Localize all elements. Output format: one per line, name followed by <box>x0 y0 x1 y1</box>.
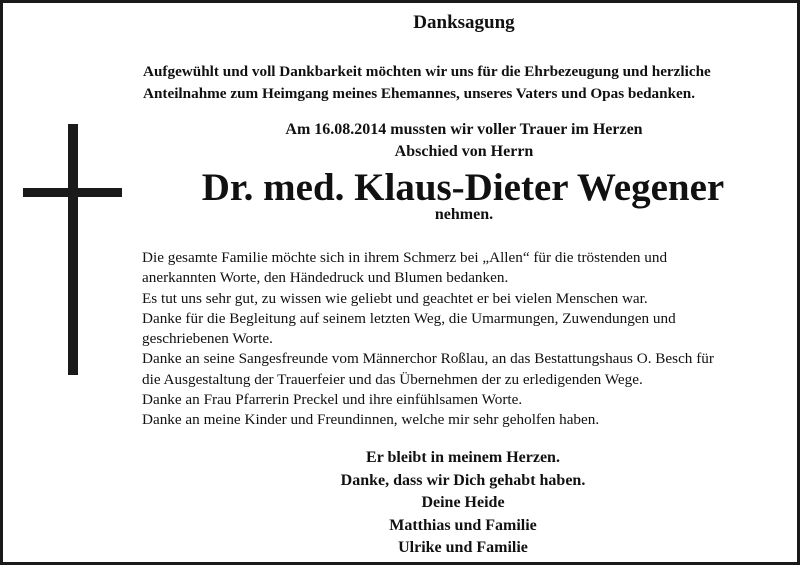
body-line: Danke an Frau Pfarrerin Preckel und ihre einfühlsamen Worte. <box>142 391 523 409</box>
closing-line: Danke, dass wir Dich gehabt haben. <box>340 471 586 489</box>
body-line: anerkannten Worte, den Händedruck und Blumen bedanken. <box>142 269 509 287</box>
closing-line: Er bleibt in meinem Herzen. <box>366 449 560 466</box>
intro-line: Aufgewühlt und voll Dankbarkeit möchten wir uns für die Ehrbezeugung und herzliche <box>143 63 711 80</box>
thanks-body <box>142 248 792 431</box>
notice-title: Danksagung <box>413 12 515 33</box>
body-line: Danke für die Begleitung auf seinem letzten Weg, die Umarmungen, Zuwendungen und <box>142 309 676 327</box>
deceased-name: Dr. med. Klaus-Dieter Wegener <box>201 166 725 209</box>
closing-signatures <box>273 447 653 560</box>
intro-paragraph <box>143 61 783 105</box>
body-line: geschriebenen Worte. <box>142 330 273 348</box>
body-line: Die gesamte Familie möchte sich in ihrem Schmerz bei „Allen“ für die tröstenden und <box>142 249 668 266</box>
body-line: Danke an meine Kinder und Freundinnen, welche mir sehr geholfen haben. <box>142 411 600 429</box>
body-line: Danke an seine Sangesfreunde vom Männerchor Roßlau, an das Bestattungshaus O. Besch für <box>142 350 714 368</box>
announcement-line-2: Abschied von Herrn <box>394 143 534 160</box>
cross-horizontal-bar <box>23 188 122 197</box>
body-line: Es tut uns sehr gut, zu wissen wie geliebt und geachtet er bei vielen Menschen war. <box>142 289 648 307</box>
signature-line: Deine Heide <box>421 494 505 511</box>
announcement-line-1: Am 16.08.2014 mussten wir voller Trauer im Herzen <box>285 121 643 138</box>
signature-line: Matthias und Familie <box>389 516 537 534</box>
announcement-line-3: nehmen. <box>434 206 494 223</box>
signature-line: Ulrike und Familie <box>398 539 528 556</box>
body-line: die Ausgestaltung der Trauerfeier und das Übernehmen der zu erledigenden Wege. <box>142 370 643 388</box>
intro-line: Anteilnahme zum Heimgang meines Ehemannes, unseres Vaters und Opas bedanken. <box>143 85 696 102</box>
